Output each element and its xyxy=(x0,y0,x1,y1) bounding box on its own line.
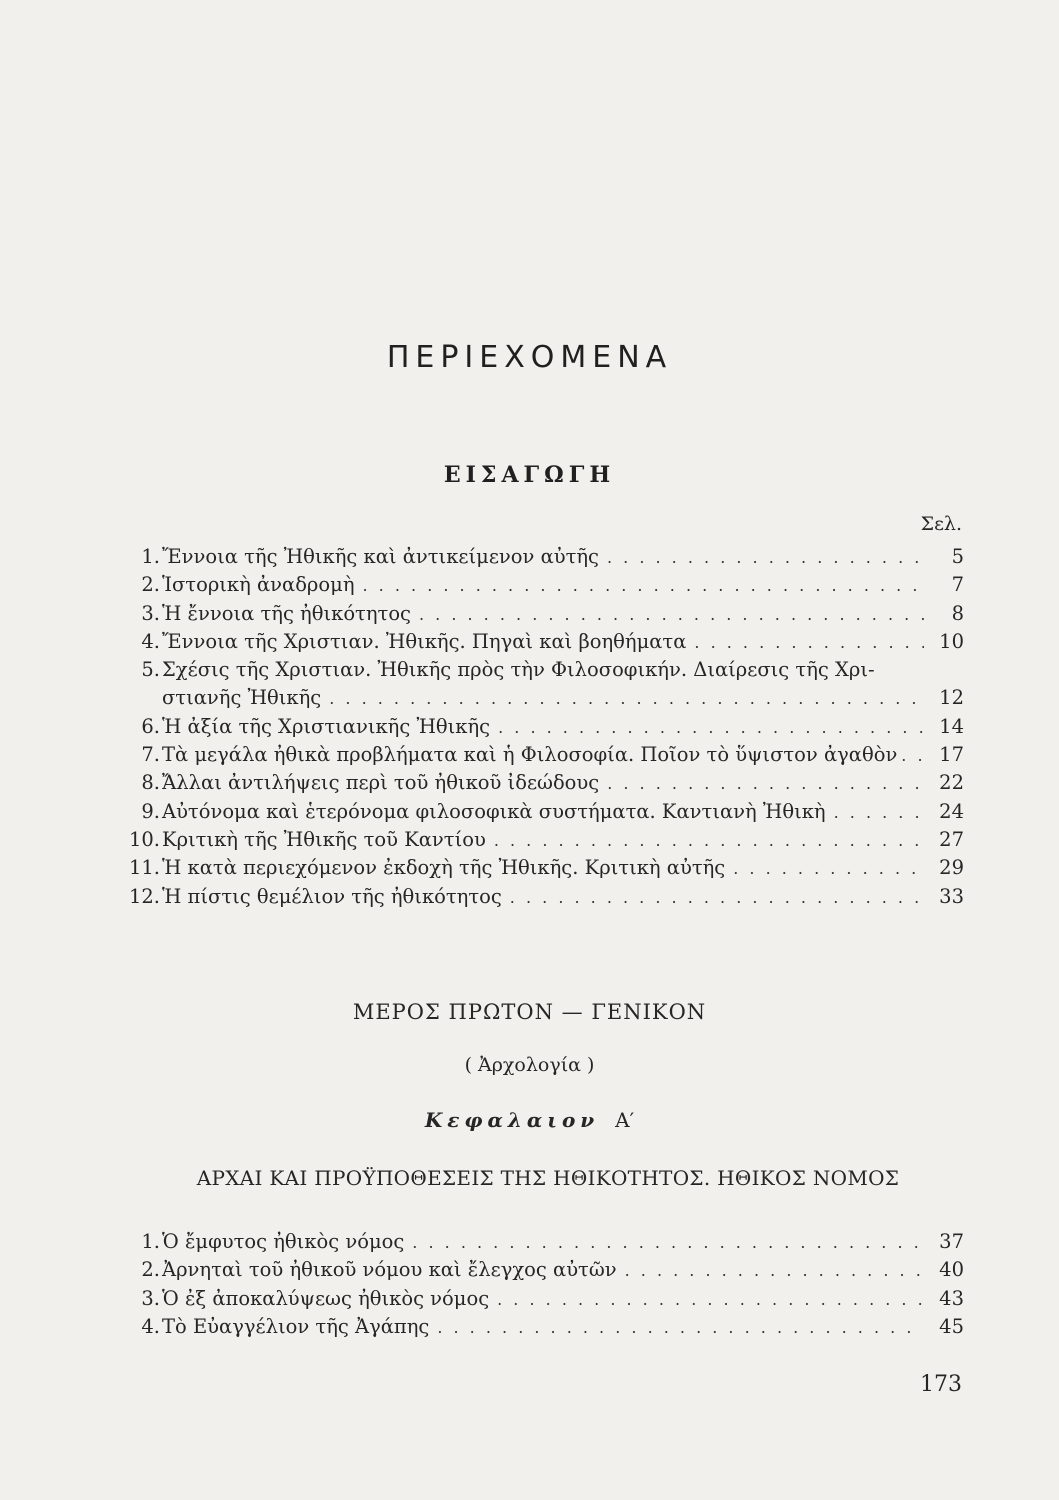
entry-title: Ὁ ἔμφυτος ἠθικὸς νόμος xyxy=(162,1230,405,1253)
toc-entry xyxy=(128,628,964,656)
entry-page: 33 xyxy=(939,884,964,908)
entry-title: Ἀρνηταὶ τοῦ ἠθικοῦ νόμου καὶ ἔλεγχος αὐτῶν xyxy=(162,1258,617,1282)
dot-leader xyxy=(607,544,924,572)
entry-number: 6. xyxy=(141,714,160,738)
entry-number: 1. xyxy=(141,1230,160,1253)
entry-page: 24 xyxy=(939,799,964,823)
introduction-heading: ΕΙΣΑΓΩΓΗ xyxy=(443,462,616,488)
dot-leader xyxy=(363,572,925,600)
toc-entry xyxy=(128,571,964,599)
part-one-subtitle: ( Ἀρχολογία ) xyxy=(464,1054,595,1076)
toc-entry xyxy=(128,543,964,571)
chapter-word: Κεφαλαιον xyxy=(424,1108,600,1132)
toc-entry xyxy=(128,769,964,797)
entry-title: Τὰ μεγάλα ἠθικὰ προβλήματα καὶ ἡ Φιλοσοφία. Ποῖον τὸ ὕψιστον ἀγαθὸν xyxy=(162,743,898,767)
dot-leader xyxy=(834,799,924,827)
entry-page: 45 xyxy=(939,1314,964,1338)
entry-number: 8. xyxy=(141,771,160,795)
entry-page: 14 xyxy=(939,714,964,738)
dot-leader xyxy=(494,827,924,855)
introduction-toc xyxy=(128,543,964,911)
toc-entry xyxy=(128,656,964,684)
dot-leader xyxy=(412,1229,924,1257)
chapter-letter: Α′ xyxy=(615,1108,635,1132)
entry-number: 3. xyxy=(141,1286,160,1310)
toc-entry xyxy=(128,600,964,628)
toc-entry xyxy=(128,826,964,854)
entry-number: 5. xyxy=(141,658,160,682)
entry-title-continued: στιανῆς Ἠθικῆς xyxy=(162,686,322,710)
chapter-toc xyxy=(128,1228,964,1341)
dot-leader xyxy=(625,1257,924,1285)
entry-page: 8 xyxy=(951,601,964,625)
entry-title: Ἡ κατὰ περιεχόμενον ἐκδοχὴ τῆς Ἠθικῆς. Κριτικὴ αὐτῆς xyxy=(162,856,726,880)
entry-page: 27 xyxy=(939,827,964,851)
entry-number: 4. xyxy=(141,629,160,653)
entry-title: Ἔννοια τῆς Ἠθικῆς καὶ ἀντικείμενον αὐτῆς xyxy=(162,545,599,568)
dot-leader xyxy=(329,685,924,713)
entry-number: 12. xyxy=(128,884,160,908)
dot-leader xyxy=(733,855,924,883)
entry-title: Ἄλλαι ἀντιλήψεις περὶ τοῦ ἠθικοῦ ἰδεώδους xyxy=(162,771,600,795)
page-column-label: Σελ. xyxy=(920,513,962,535)
toc-entry xyxy=(128,713,964,741)
entry-page: 10 xyxy=(939,629,964,653)
entry-title: Ἱστορικὴ ἀναδρομὴ xyxy=(162,573,355,597)
entry-title: Ἡ πίστις θεμέλιον τῆς ἠθικότητος xyxy=(162,884,502,908)
entry-number: 4. xyxy=(141,1314,160,1338)
entry-title: Αὐτόνομα καὶ ἑτερόνομα φιλοσοφικὰ συστήματα. Καντιανὴ Ἠθικὴ xyxy=(162,799,826,823)
entry-page: 29 xyxy=(939,856,964,880)
entry-title: Ἔννοια τῆς Χριστιαν. Ἠθικῆς. Πηγαὶ καὶ βοηθήματα xyxy=(162,629,687,653)
entry-page: 37 xyxy=(939,1230,964,1253)
entry-title: Ὁ ἐξ ἀποκαλύψεως ἠθικὸς νόμος xyxy=(162,1286,490,1310)
toc-entry xyxy=(128,1313,964,1341)
toc-entry xyxy=(128,798,964,826)
page-number: 173 xyxy=(920,1372,962,1397)
entry-number: 11. xyxy=(128,856,160,880)
entry-page: 17 xyxy=(939,743,964,767)
dot-leader xyxy=(607,770,924,798)
entry-title: Ἡ ἔννοια τῆς ἠθικότητος xyxy=(162,601,411,625)
toc-entry xyxy=(128,1285,964,1313)
dot-leader xyxy=(437,1314,924,1342)
toc-entry xyxy=(128,1256,964,1284)
toc-entry xyxy=(128,883,964,911)
toc-entry-continuation xyxy=(128,684,964,712)
entry-page: 7 xyxy=(951,573,964,597)
dot-leader xyxy=(510,884,924,912)
entry-number: 9. xyxy=(141,799,160,823)
dot-leader xyxy=(694,629,924,657)
toc-entry xyxy=(128,1228,964,1256)
entry-number: 1. xyxy=(141,545,160,568)
entry-number: 7. xyxy=(141,743,160,767)
entry-title: Κριτικὴ τῆς Ἠθικῆς τοῦ Καντίου xyxy=(162,827,486,851)
entry-title: Σχέσις τῆς Χριστιαν. Ἠθικῆς πρὸς τὴν Φιλοσοφικήν. Διαίρεσις τῆς Χρι- xyxy=(162,658,875,682)
dot-leader xyxy=(498,714,924,742)
entry-number: 3. xyxy=(141,601,160,625)
dot-leader xyxy=(419,601,924,629)
dot-leader xyxy=(901,742,930,770)
page-title: ΠΕΡΙΕΧΟΜΕΝΑ xyxy=(386,340,673,375)
entry-number: 2. xyxy=(141,573,160,597)
part-one-title: ΜΕΡΟΣ ΠΡΩΤΟΝ — ΓΕΝΙΚΟΝ xyxy=(352,1000,707,1024)
chapter-title: ΑΡΧΑΙ ΚΑΙ ΠΡΟΫΠΟΘΕΣΕΙΣ ΤΗΣ ΗΘΙΚΟΤΗΤΟΣ. ΗΘΙΚΟΣ ΝΟΜΟΣ xyxy=(196,1166,900,1190)
entry-page: 5 xyxy=(951,545,964,568)
entry-number: 2. xyxy=(141,1258,160,1282)
entry-page: 43 xyxy=(939,1286,964,1310)
entry-number: 10. xyxy=(128,827,160,851)
entry-page: 12 xyxy=(939,686,964,710)
entry-title: Ἡ ἀξία τῆς Χριστιανικῆς Ἠθικῆς xyxy=(162,714,491,738)
entry-page: 22 xyxy=(939,771,964,795)
entry-page: 40 xyxy=(939,1258,964,1282)
entry-title: Τὸ Εὐαγγέλιον τῆς Ἀγάπης xyxy=(162,1314,430,1338)
toc-entry xyxy=(128,854,964,882)
dot-leader xyxy=(497,1286,924,1314)
toc-entry xyxy=(128,741,964,769)
chapter-label xyxy=(0,1108,1059,1132)
